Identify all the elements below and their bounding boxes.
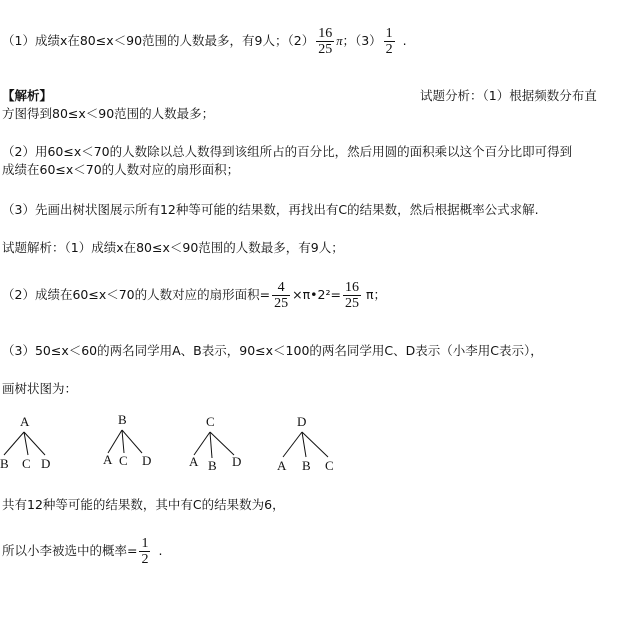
- tree-2: [103, 412, 151, 468]
- answer-period: .: [402, 33, 407, 48]
- tree-node-child: C: [22, 456, 31, 471]
- tree-node-child: A: [189, 454, 199, 469]
- answer-fraction-2: [384, 26, 395, 57]
- tree-node-child: D: [142, 453, 152, 468]
- tree-node-child: A: [277, 458, 287, 473]
- solution-line6-pre: 所以小李被选中的概率=: [2, 543, 138, 558]
- tree-node-child: C: [119, 453, 128, 468]
- tree-1: [0, 414, 50, 471]
- fraction-numerator: 1: [141, 536, 149, 551]
- solution-fraction-2: [343, 280, 361, 311]
- solution-line2-mid: ×π•2²=: [292, 287, 341, 302]
- tree-4: [277, 414, 334, 473]
- pi-symbol: π: [336, 34, 343, 48]
- tree-node-root: A: [20, 414, 30, 429]
- fraction-denominator: 2: [141, 552, 149, 567]
- fraction-denominator: 2: [385, 42, 393, 57]
- fraction-numerator: 16: [344, 280, 359, 295]
- tree-node-root: D: [297, 414, 307, 429]
- solution-line-3: （3）50≤x＜60的两名同学用A、B表示，90≤x＜100的两名同学用C、D表示（小李用C表示），: [2, 343, 543, 358]
- solution-line-2: [2, 280, 386, 311]
- analysis-para3: （3）先画出树状图展示所有12种等可能的结果数，再找出有C的结果数，然后根据概率公式求解.: [2, 202, 539, 217]
- fraction-numerator: 4: [277, 280, 285, 295]
- tree-node-child: D: [41, 456, 51, 471]
- tree-node-child: C: [325, 458, 334, 473]
- tree-node-child: A: [103, 452, 113, 467]
- analysis-heading: 【解析】: [2, 88, 53, 103]
- tree-node-root: C: [206, 414, 215, 429]
- solution-fraction-1: [272, 280, 290, 311]
- solution-line-5: 共有12种等可能的结果数，其中有C的结果数为6，: [2, 497, 285, 512]
- tree-3: [189, 414, 241, 473]
- tree-node-root: B: [118, 412, 127, 427]
- solution-line2-post: π；: [365, 287, 386, 302]
- fraction-numerator: 16: [318, 26, 333, 41]
- tree-node-child: D: [232, 454, 242, 469]
- answer-fraction-1: [316, 26, 334, 57]
- fraction-numerator: 1: [385, 26, 393, 41]
- tree-node-child: B: [302, 458, 311, 473]
- fraction-denominator: 25: [318, 42, 333, 57]
- answer-text-2: ；（3）: [342, 33, 382, 48]
- solution-line2-pre: （2）成绩在60≤x＜70的人数对应的扇形面积=: [2, 287, 271, 302]
- tree-node-child: B: [208, 458, 217, 473]
- analysis-para2-line1: （2）用60≤x＜70的人数除以总人数得到该组所占的百分比，然后用圆的面积乘以这个百分比即可得到: [2, 144, 573, 159]
- answer-line: [2, 26, 407, 57]
- analysis-para2-line2: 成绩在60≤x＜70的人数对应的扇形面积；: [2, 162, 240, 177]
- solution-line6-post: .: [158, 543, 163, 558]
- solution-line-4: 画树状图为：: [2, 381, 78, 396]
- tree-diagram: [0, 410, 630, 480]
- solution-line-1: 试题解析：（1）成绩x在80≤x＜90范围的人数最多，有9人；: [2, 240, 344, 255]
- tree-node-child: B: [0, 456, 9, 471]
- fraction-denominator: 25: [274, 296, 289, 311]
- analysis-line-2: 方图得到80≤x＜90范围的人数最多；: [2, 106, 215, 121]
- answer-text-1: （1）成绩x在80≤x＜90范围的人数最多，有9人；（2）: [2, 33, 315, 48]
- solution-line-6: [2, 536, 162, 567]
- fraction-denominator: 25: [344, 296, 359, 311]
- analysis-intro: 试题分析：（1）根据频数分布直: [420, 88, 597, 103]
- solution-fraction-3: [139, 536, 150, 567]
